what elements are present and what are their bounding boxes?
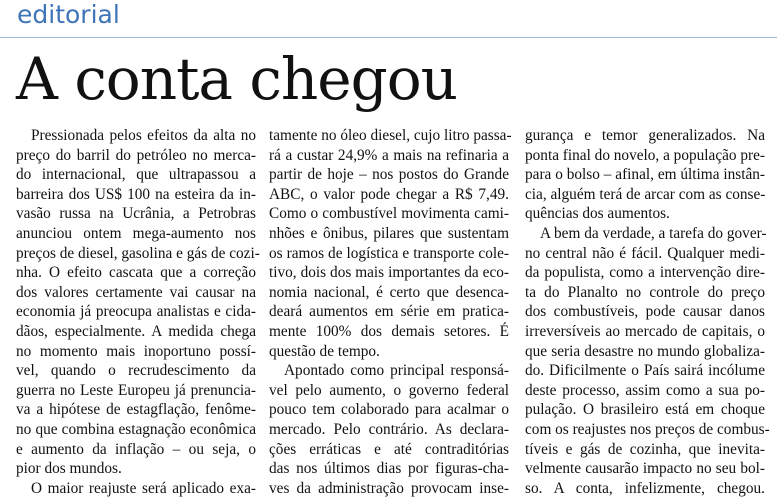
section-label: editorial [17, 0, 120, 29]
text-line: tamente no óleo diesel, cujo litro passa- [269, 127, 512, 144]
text-line: mente 100% dos demais setores. É [269, 322, 509, 340]
text-line: questão de tempo. [269, 342, 380, 360]
text-line: os ramos de logística e transporte cole- [269, 244, 509, 262]
text-line: e aumento da inflação – ou seja, o [16, 440, 256, 458]
text-line: dãos, especialmente. A medida chega [16, 322, 256, 340]
text-line: mercado. Pelo contrário. As declara- [269, 420, 509, 438]
article-column-2 [269, 126, 512, 498]
text-line: O maior reajuste será aplicado exa- [31, 479, 256, 497]
text-line: do. Dificilmente o País sairá incólume [525, 362, 765, 380]
text-line: da populista, como a intervenção dire- [525, 264, 765, 282]
text-line: ções erráticas e até contraditórias [269, 440, 509, 458]
text-line: dos combustíveis, pode causar danos [525, 303, 765, 321]
text-line: Como o combustível movimenta cami- [269, 205, 509, 223]
text-line: Apontado como principal responsá- [284, 362, 509, 380]
text-line: preço do barril do petróleo no merca- [16, 146, 256, 164]
headline: A conta chegou [16, 45, 457, 113]
article-column-1 [16, 126, 260, 498]
text-line: A bem da verdade, a tarefa do gover- [540, 224, 767, 242]
text-line: para o bolso – afinal, em última instân- [525, 166, 765, 184]
text-line: vel, quando o recrudescimento da [16, 362, 256, 380]
text-line: do internacional, que ultrapassou a [16, 166, 256, 184]
text-line: barreira dos US$ 100 na esteira da in- [16, 185, 256, 203]
text-line: nha. O efeito cascata que a correção [16, 264, 256, 282]
text-line: nhões e ônibus, pilares que sustentam [269, 224, 509, 242]
text-line: va a hipótese de estagflação, fenôme- [16, 401, 256, 419]
text-line: tivo, dois dos mais importantes da eco- [269, 264, 509, 282]
text-line: cia, alguém terá de arcar com as conse- [525, 185, 766, 203]
text-line: gurança e temor generalizados. Na [525, 127, 765, 144]
text-line: preços de diesel, gasolina e gás de cozi- [16, 244, 260, 262]
text-line: partir de hoje – nos postos do Grande [269, 166, 509, 184]
section-divider [0, 37, 777, 38]
text-line: com os reajustes nos preços de combus- [525, 420, 770, 438]
text-line: so. A conta, infelizmente, chegou. [525, 479, 765, 497]
text-line: dos valores certamente vai causar na [16, 283, 256, 301]
text-line: vasão russa na Ucrânia, a Petrobras [16, 205, 256, 223]
text-line: ta do Planalto no controle do preço [525, 283, 765, 301]
text-line: pulação. O brasileiro está em choque [525, 401, 765, 419]
text-line: vel pelo aumento, o governo federal [269, 381, 509, 399]
text-line: deará aumentos em série em pratica- [269, 303, 509, 321]
text-line: ponta final do novelo, a população pre- [525, 146, 765, 164]
text-line: anunciou ontem mega-aumento nos [16, 224, 256, 242]
text-line: no que combina estagnação econômica [16, 420, 256, 438]
text-line: tíveis e gás de cozinha, que inevita- [525, 440, 765, 458]
text-line: economia já preocupa analistas e cida- [16, 303, 256, 321]
text-line: ves da administração provocam inse- [269, 479, 509, 497]
text-line: velmente causarão impacto no seu bol- [525, 460, 765, 478]
text-line: rá a custar 24,9% a mais na refinaria a [269, 146, 509, 164]
text-line: Pressionada pelos efeitos da alta no [31, 127, 256, 144]
text-line: irreversíveis ao mercado de capitais, o [525, 322, 765, 340]
text-line: no momento mais inoportuno possí- [16, 342, 256, 360]
text-line: das nos últimos dias por figuras-cha- [269, 460, 509, 478]
text-line: nomia nacional, é certo que desenca- [269, 283, 509, 301]
text-line: guerra no Leste Europeu já prenuncia- [16, 381, 256, 399]
text-line: no central não é fácil. Qualquer medi- [525, 244, 765, 262]
text-line: quências dos aumentos. [525, 205, 670, 223]
article-column-3 [525, 126, 770, 498]
text-line: deste processo, assim como a sua po- [525, 381, 765, 399]
text-line: pouco tem colaborado para acalmar o [269, 401, 509, 419]
text-line: pior dos mundos. [16, 460, 122, 478]
text-line: que seria desastre no mundo globaliza- [525, 342, 765, 360]
text-line: ABC, o valor pode chegar a R$ 7,49. [269, 185, 509, 203]
